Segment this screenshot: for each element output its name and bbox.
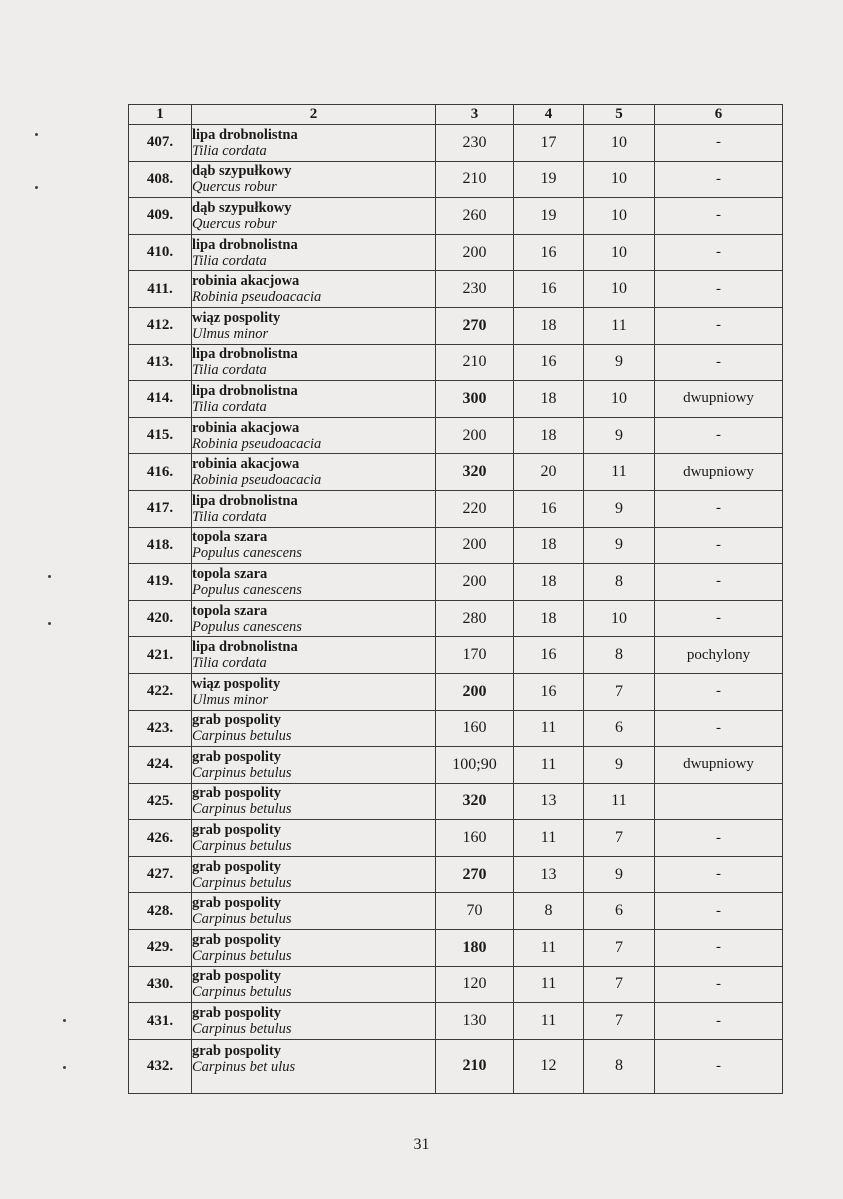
remarks-cell: - <box>655 125 783 162</box>
table-row <box>129 893 783 930</box>
species-latin-name: Populus canescens <box>192 618 302 635</box>
column-5-value: 7 <box>584 673 655 710</box>
table-row <box>129 161 783 198</box>
remarks-cell: - <box>655 234 783 271</box>
column-3-value: 160 <box>436 710 514 747</box>
remarks-cell: - <box>655 966 783 1003</box>
row-number: 425. <box>129 783 192 820</box>
species-latin-name: Ulmus minor <box>192 325 269 342</box>
row-number: 431. <box>129 1003 192 1040</box>
column-3-value: 210 <box>436 161 514 198</box>
species-polish-name: lipa drobnolistna <box>192 492 298 509</box>
column-4-value: 16 <box>514 344 584 381</box>
scan-speck <box>35 186 38 189</box>
column-header-4: 4 <box>514 105 584 125</box>
table-row <box>129 125 783 162</box>
species-latin-name: Quercus robur <box>192 179 277 196</box>
column-3-value: 70 <box>436 893 514 930</box>
column-4-value: 16 <box>514 490 584 527</box>
column-3-value: 230 <box>436 271 514 308</box>
column-3-value: 300 <box>436 381 514 418</box>
row-number: 428. <box>129 893 192 930</box>
species-polish-name: grab pospolity <box>192 822 282 839</box>
table-row <box>129 564 783 601</box>
table-row <box>129 820 783 857</box>
column-5-value: 8 <box>584 564 655 601</box>
species-cell <box>192 234 436 271</box>
scan-speck <box>48 575 51 578</box>
column-4-value: 13 <box>514 856 584 893</box>
column-4-value: 11 <box>514 820 584 857</box>
column-5-value: 10 <box>584 234 655 271</box>
row-number: 412. <box>129 307 192 344</box>
table-row <box>129 966 783 1003</box>
column-3-value: 270 <box>436 307 514 344</box>
scan-speck <box>48 622 51 625</box>
column-5-value: 9 <box>584 527 655 564</box>
column-3-value: 130 <box>436 1003 514 1040</box>
species-latin-name: Carpinus betulus <box>192 838 292 855</box>
column-5-value: 7 <box>584 930 655 967</box>
table-row <box>129 930 783 967</box>
table-row <box>129 783 783 820</box>
species-polish-name: topola szara <box>192 529 268 546</box>
column-4-value: 18 <box>514 527 584 564</box>
column-5-value: 7 <box>584 966 655 1003</box>
remarks-cell: - <box>655 417 783 454</box>
remarks-cell: - <box>655 856 783 893</box>
row-number: 413. <box>129 344 192 381</box>
species-cell <box>192 1039 436 1093</box>
species-latin-name: Tilia cordata <box>192 252 267 269</box>
row-number: 415. <box>129 417 192 454</box>
column-5-value: 9 <box>584 856 655 893</box>
column-4-value: 18 <box>514 307 584 344</box>
row-number: 430. <box>129 966 192 1003</box>
remarks-cell: - <box>655 893 783 930</box>
row-number: 423. <box>129 710 192 747</box>
species-latin-name: Carpinus betulus <box>192 947 292 964</box>
table-row <box>129 673 783 710</box>
species-polish-name: grab pospolity <box>192 785 282 802</box>
table-row <box>129 527 783 564</box>
tree-inventory-table <box>128 104 783 1094</box>
column-3-value: 220 <box>436 490 514 527</box>
species-latin-name: Tilia cordata <box>192 398 267 415</box>
species-cell <box>192 125 436 162</box>
species-latin-name: Carpinus betulus <box>192 911 292 928</box>
species-cell <box>192 454 436 491</box>
species-latin-name: Populus canescens <box>192 545 302 562</box>
species-cell <box>192 564 436 601</box>
species-polish-name: grab pospolity <box>192 712 282 729</box>
species-polish-name: wiąz pospolity <box>192 675 281 692</box>
column-3-value: 230 <box>436 125 514 162</box>
column-3-value: 210 <box>436 344 514 381</box>
scan-speck <box>35 133 38 136</box>
species-polish-name: lipa drobnolistna <box>192 236 298 253</box>
species-latin-name: Carpinus betulus <box>192 874 292 891</box>
column-4-value: 13 <box>514 783 584 820</box>
column-3-value: 200 <box>436 417 514 454</box>
species-polish-name: grab pospolity <box>192 748 282 765</box>
table-row <box>129 1039 783 1093</box>
species-cell <box>192 747 436 784</box>
row-number: 424. <box>129 747 192 784</box>
species-cell <box>192 527 436 564</box>
species-cell <box>192 161 436 198</box>
column-5-value: 7 <box>584 1003 655 1040</box>
species-cell <box>192 198 436 235</box>
species-cell <box>192 490 436 527</box>
column-3-value: 280 <box>436 600 514 637</box>
column-4-value: 11 <box>514 747 584 784</box>
remarks-cell: - <box>655 198 783 235</box>
species-latin-name: Tilia cordata <box>192 655 267 672</box>
column-3-value: 320 <box>436 454 514 491</box>
remarks-cell: - <box>655 161 783 198</box>
table-row <box>129 417 783 454</box>
species-latin-name: Carpinus betulus <box>192 1021 292 1038</box>
row-number: 418. <box>129 527 192 564</box>
column-5-value: 10 <box>584 271 655 308</box>
column-4-value: 18 <box>514 381 584 418</box>
page-number: 31 <box>413 1136 430 1153</box>
remarks-cell <box>655 783 783 820</box>
remarks-cell: - <box>655 600 783 637</box>
column-4-value: 20 <box>514 454 584 491</box>
row-number: 409. <box>129 198 192 235</box>
column-5-value: 10 <box>584 381 655 418</box>
column-4-value: 18 <box>514 600 584 637</box>
species-polish-name: grab pospolity <box>192 895 282 912</box>
table-row <box>129 747 783 784</box>
remarks-cell: - <box>655 820 783 857</box>
species-polish-name: grab pospolity <box>192 858 282 875</box>
column-header-1: 1 <box>129 105 192 125</box>
species-polish-name: robinia akacjowa <box>192 273 300 290</box>
species-latin-name: Tilia cordata <box>192 362 267 379</box>
species-latin-name: Tilia cordata <box>192 508 267 525</box>
column-4-value: 16 <box>514 234 584 271</box>
species-polish-name: grab pospolity <box>192 968 282 985</box>
species-cell <box>192 344 436 381</box>
scan-speck <box>63 1066 66 1069</box>
column-4-value: 19 <box>514 198 584 235</box>
table-row <box>129 234 783 271</box>
species-cell <box>192 820 436 857</box>
column-3-value: 100;90 <box>436 747 514 784</box>
species-latin-name: Robinia pseudoacacia <box>192 435 322 452</box>
species-cell <box>192 856 436 893</box>
column-5-value: 11 <box>584 307 655 344</box>
species-cell <box>192 783 436 820</box>
column-5-value: 10 <box>584 198 655 235</box>
column-header-6: 6 <box>655 105 783 125</box>
table-row <box>129 307 783 344</box>
row-number: 414. <box>129 381 192 418</box>
row-number: 429. <box>129 930 192 967</box>
species-latin-name: Carpinus bet ulus <box>192 1058 296 1075</box>
column-3-value: 260 <box>436 198 514 235</box>
row-number: 407. <box>129 125 192 162</box>
remarks-cell: - <box>655 307 783 344</box>
column-4-value: 12 <box>514 1039 584 1093</box>
row-number: 426. <box>129 820 192 857</box>
row-number: 421. <box>129 637 192 674</box>
column-3-value: 170 <box>436 637 514 674</box>
species-polish-name: robinia akacjowa <box>192 419 300 436</box>
row-number: 408. <box>129 161 192 198</box>
species-latin-name: Populus canescens <box>192 581 302 598</box>
column-5-value: 9 <box>584 344 655 381</box>
species-polish-name: lipa drobnolistna <box>192 126 298 143</box>
remarks-cell: - <box>655 1003 783 1040</box>
species-polish-name: wiąz pospolity <box>192 309 281 326</box>
table-row <box>129 490 783 527</box>
column-5-value: 11 <box>584 454 655 491</box>
species-cell <box>192 381 436 418</box>
row-number: 410. <box>129 234 192 271</box>
table-row <box>129 198 783 235</box>
remarks-cell: - <box>655 564 783 601</box>
column-4-value: 11 <box>514 930 584 967</box>
species-polish-name: robinia akacjowa <box>192 456 300 473</box>
column-3-value: 320 <box>436 783 514 820</box>
table-row <box>129 856 783 893</box>
species-cell <box>192 600 436 637</box>
remarks-cell: - <box>655 490 783 527</box>
column-header-5: 5 <box>584 105 655 125</box>
remarks-cell: dwupniowy <box>655 747 783 784</box>
remarks-cell: - <box>655 930 783 967</box>
species-cell <box>192 1003 436 1040</box>
species-polish-name: lipa drobnolistna <box>192 382 298 399</box>
species-polish-name: grab pospolity <box>192 1005 282 1022</box>
table-header <box>129 105 783 125</box>
column-4-value: 8 <box>514 893 584 930</box>
column-3-value: 200 <box>436 564 514 601</box>
species-latin-name: Carpinus betulus <box>192 801 292 818</box>
column-3-value: 200 <box>436 673 514 710</box>
species-latin-name: Carpinus betulus <box>192 984 292 1001</box>
species-polish-name: dąb szypułkowy <box>192 199 292 216</box>
remarks-cell: dwupniowy <box>655 381 783 418</box>
column-4-value: 19 <box>514 161 584 198</box>
species-polish-name: grab pospolity <box>192 931 282 948</box>
column-4-value: 16 <box>514 673 584 710</box>
table-row <box>129 381 783 418</box>
column-5-value: 9 <box>584 747 655 784</box>
species-latin-name: Ulmus minor <box>192 691 269 708</box>
remarks-cell: - <box>655 710 783 747</box>
header-row <box>129 105 783 125</box>
column-5-value: 9 <box>584 490 655 527</box>
column-4-value: 11 <box>514 1003 584 1040</box>
species-latin-name: Carpinus betulus <box>192 728 292 745</box>
table-row <box>129 600 783 637</box>
species-cell <box>192 637 436 674</box>
table-row <box>129 344 783 381</box>
remarks-cell: - <box>655 527 783 564</box>
row-number: 432. <box>129 1039 192 1093</box>
species-latin-name: Quercus robur <box>192 215 277 232</box>
remarks-cell: - <box>655 673 783 710</box>
remarks-cell: pochylony <box>655 637 783 674</box>
row-number: 427. <box>129 856 192 893</box>
species-polish-name: topola szara <box>192 565 268 582</box>
scan-speck <box>63 1019 66 1022</box>
column-3-value: 200 <box>436 527 514 564</box>
species-cell <box>192 417 436 454</box>
column-5-value: 8 <box>584 637 655 674</box>
column-5-value: 9 <box>584 417 655 454</box>
row-number: 417. <box>129 490 192 527</box>
species-cell <box>192 930 436 967</box>
column-5-value: 10 <box>584 125 655 162</box>
column-4-value: 18 <box>514 417 584 454</box>
species-latin-name: Robinia pseudoacacia <box>192 289 322 306</box>
remarks-cell: - <box>655 271 783 308</box>
table-row <box>129 454 783 491</box>
species-cell <box>192 893 436 930</box>
column-5-value: 10 <box>584 161 655 198</box>
column-5-value: 6 <box>584 710 655 747</box>
column-3-value: 160 <box>436 820 514 857</box>
species-polish-name: topola szara <box>192 602 268 619</box>
table-body <box>129 125 783 1094</box>
row-number: 419. <box>129 564 192 601</box>
species-cell <box>192 673 436 710</box>
column-5-value: 8 <box>584 1039 655 1093</box>
column-4-value: 11 <box>514 966 584 1003</box>
row-number: 416. <box>129 454 192 491</box>
species-cell <box>192 710 436 747</box>
table-row <box>129 271 783 308</box>
column-4-value: 17 <box>514 125 584 162</box>
remarks-cell: - <box>655 1039 783 1093</box>
column-3-value: 210 <box>436 1039 514 1093</box>
column-4-value: 16 <box>514 271 584 308</box>
species-polish-name: lipa drobnolistna <box>192 346 298 363</box>
column-header-2: 2 <box>192 105 436 125</box>
column-3-value: 270 <box>436 856 514 893</box>
row-number: 422. <box>129 673 192 710</box>
species-cell <box>192 966 436 1003</box>
column-5-value: 11 <box>584 783 655 820</box>
species-latin-name: Robinia pseudoacacia <box>192 472 322 489</box>
column-4-value: 16 <box>514 637 584 674</box>
column-3-value: 200 <box>436 234 514 271</box>
species-cell <box>192 307 436 344</box>
row-number: 411. <box>129 271 192 308</box>
column-4-value: 18 <box>514 564 584 601</box>
species-latin-name: Tilia cordata <box>192 142 267 159</box>
table-row <box>129 1003 783 1040</box>
column-3-value: 180 <box>436 930 514 967</box>
column-5-value: 6 <box>584 893 655 930</box>
table-row <box>129 710 783 747</box>
species-cell <box>192 271 436 308</box>
remarks-cell: - <box>655 344 783 381</box>
column-5-value: 10 <box>584 600 655 637</box>
column-3-value: 120 <box>436 966 514 1003</box>
table-row <box>129 637 783 674</box>
remarks-cell: dwupniowy <box>655 454 783 491</box>
species-polish-name: grab pospolity <box>192 1042 282 1059</box>
column-4-value: 11 <box>514 710 584 747</box>
row-number: 420. <box>129 600 192 637</box>
column-header-3: 3 <box>436 105 514 125</box>
species-polish-name: dąb szypułkowy <box>192 163 292 180</box>
species-polish-name: lipa drobnolistna <box>192 639 298 656</box>
column-5-value: 7 <box>584 820 655 857</box>
species-latin-name: Carpinus betulus <box>192 764 292 781</box>
